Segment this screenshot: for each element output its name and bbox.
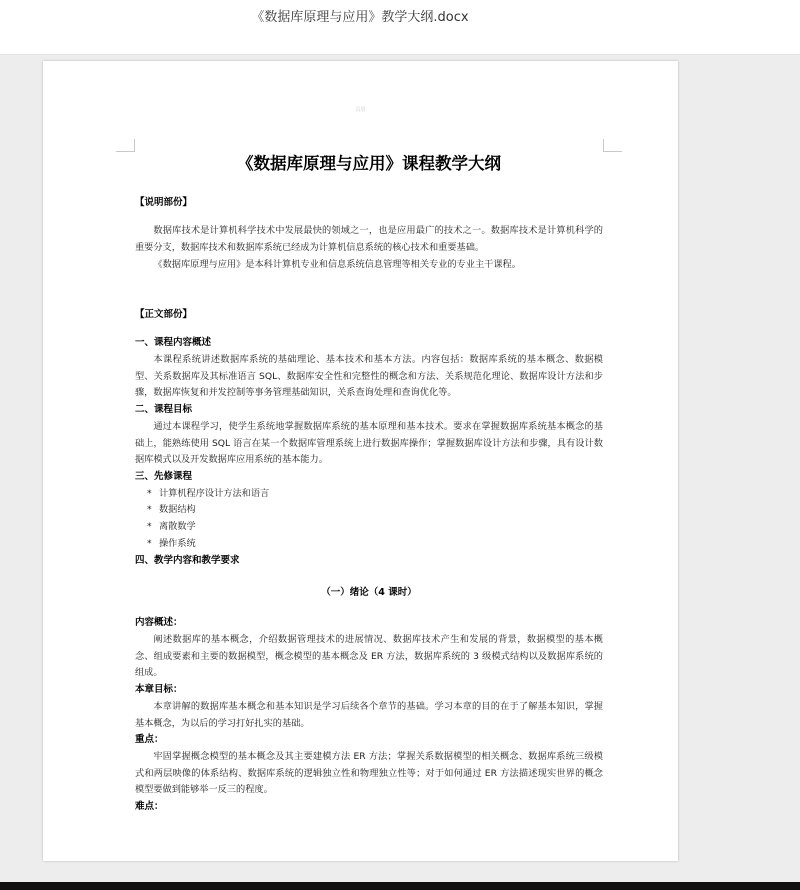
list-item: * 计算机程序设计方法和语言 bbox=[135, 486, 603, 503]
page-header-mark: 页眉 bbox=[355, 107, 366, 113]
section-1-text: 本课程系统讲述数据库系统的基础理论、基本技术和基本方法。内容包括：数据库系统的基本概念、数据模型、关系数据库及其标准语言 SQL、数据库安全性和完整性的概念和方法、关系规范化理论、数据库设计方法和步骤，数据库恢复和并发控制等事务管理基础知识，关系查询处理和查询优化等。 bbox=[135, 353, 603, 399]
bullet-icon: * bbox=[147, 487, 152, 499]
explain-section-heading: 【说明部份】 bbox=[135, 197, 193, 208]
section-1-title: 一、课程内容概述 bbox=[135, 337, 212, 349]
chapter-1-goal-label: 本章目标： bbox=[135, 684, 183, 696]
body-section-heading: 【正文部份】 bbox=[135, 309, 193, 321]
document-page[interactable] bbox=[43, 61, 678, 861]
title-bar bbox=[0, 0, 800, 55]
document-title: 《数据库原理与应用》教学大纲.docx bbox=[251, 10, 469, 25]
bottom-bar bbox=[0, 882, 800, 890]
chapter-1-key-label: 重点： bbox=[135, 734, 164, 746]
chapter-1-summary: 阐述数据库的基本概念，介绍数据管理技术的进展情况、数据库技术产生和发展的背景，数据模型的基本概念、组成要素和主要的数据模型，概念模型的基本概念及 ER 方法，数据库系统的 3 级模式结构以及数据库系统的组成。 bbox=[135, 633, 603, 679]
section-2-text: 通过本课程学习，使学生系统地掌握数据库系统的基本原理和基本技术。要求在掌握数据库系统基本概念的基础上，能熟练使用 SQL 语言在某一个数据库管理系统上进行数据库操作；掌握数据库设计方法和步骤，具有设计数据库模式以及开发数据库应用系统的基本能力。 bbox=[135, 420, 603, 466]
chapter-1-summary-label: 内容概述： bbox=[135, 617, 183, 629]
chapter-1-title: （一）绪论（4 课时） bbox=[321, 587, 417, 599]
prerequisite-list bbox=[135, 486, 603, 553]
bullet-icon: * bbox=[147, 538, 152, 550]
section-4-title: 四、教学内容和教学要求 bbox=[135, 554, 240, 566]
chapter-1-difficulty-label: 难点： bbox=[135, 801, 164, 813]
document-content bbox=[135, 153, 603, 816]
document-heading: 《数据库原理与应用》课程教学大纲 bbox=[237, 154, 501, 173]
bullet-icon: * bbox=[147, 521, 152, 533]
section-2-title: 二、课程目标 bbox=[135, 404, 193, 416]
chapter-1-key: 牢固掌握概念模型的基本概念及其主要建模方法 ER 方法；掌握关系数据模型的相关概念、数据库系统三级模式和两层映像的体系结构、数据库系统的逻辑独立性和物理独立性等；对于如何通过 ER 方法描述现实世界的概念模型要做到能够举一反三的程度。 bbox=[135, 750, 603, 796]
chapter-1-goal: 本章讲解的数据库基本概念和基本知识是学习后续各个章节的基础。学习本章的目的在于了解基本知识，掌握基本概念，为以后的学习打好扎实的基础。 bbox=[135, 700, 603, 729]
explain-paragraph-1: 数据库技术是计算机科学技术中发展最快的领域之一，也是应用最广的技术之一。数据库技术是计算机科学的重要分支，数据库技术和数据库系统已经成为计算机信息系统的核心技术和重要基础。 bbox=[135, 225, 603, 253]
explain-paragraph-2: 《数据库原理与应用》是本科计算机专业和信息系统信息管理等相关专业的专业主干课程。 bbox=[153, 258, 521, 270]
list-item: * 数据结构 bbox=[135, 502, 603, 519]
margin-corner-right bbox=[603, 139, 622, 152]
bullet-icon: * bbox=[147, 504, 152, 516]
section-3-title: 三、先修课程 bbox=[135, 471, 193, 483]
list-item: * 离散数学 bbox=[135, 519, 603, 536]
list-item: * 操作系统 bbox=[135, 536, 603, 553]
margin-corner-left bbox=[116, 139, 135, 152]
